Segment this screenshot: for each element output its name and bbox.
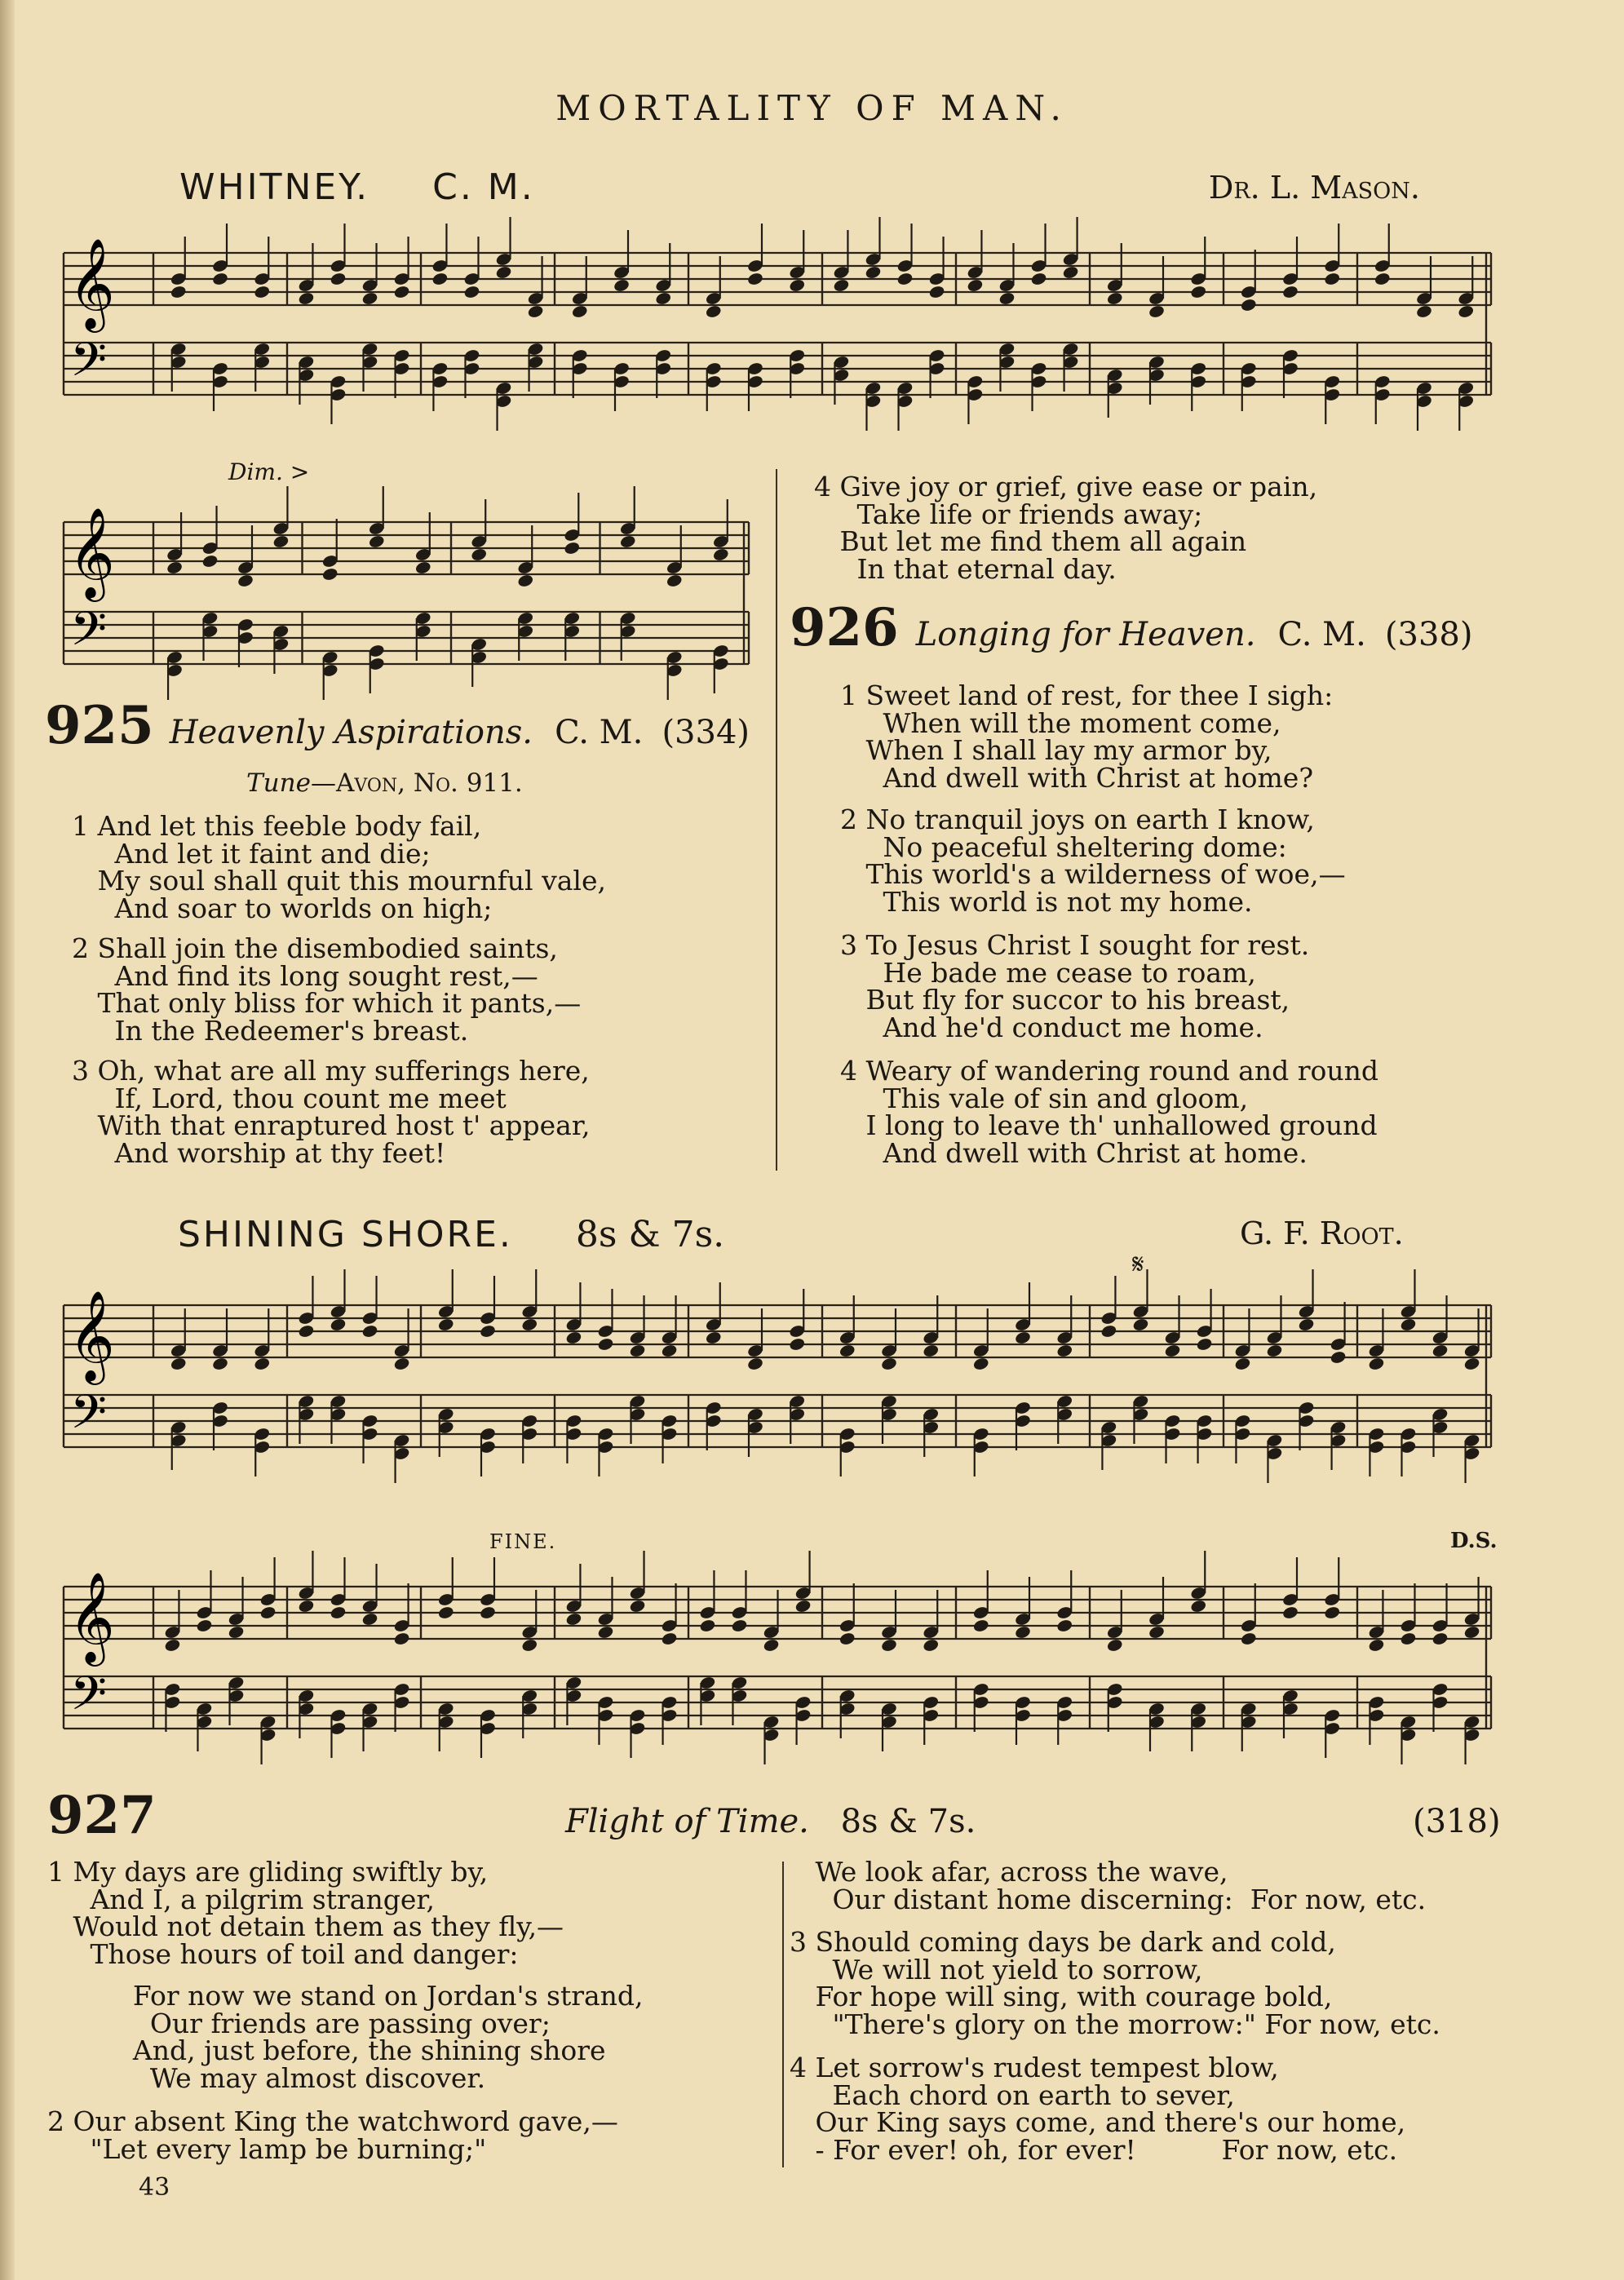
note-head [211,1357,228,1371]
stanza-925-3: 3 Oh, what are all my sufferings here, If, Lord, thou count me meet With that enraptured host t' appear, And worship at thy feet! [72,1055,591,1169]
note-head [629,1599,646,1614]
note-head [1234,1357,1251,1371]
music-system-whitney-2 [55,489,757,693]
note-head [393,1631,410,1646]
tune-title-whitney [179,166,535,208]
tune-title-shining-shore [178,1214,724,1255]
note-head [211,272,228,286]
note-head [298,1324,315,1339]
note-head [272,534,290,549]
note-head [527,304,544,319]
note-head [1100,1324,1117,1339]
note-head [479,1324,496,1339]
hymn-title: Longing for Heaven. [915,616,1256,653]
note-head [1330,1350,1347,1365]
column-divider-927 [782,1862,784,2167]
note-head [763,1638,780,1653]
note-head [164,1638,181,1653]
note-head [928,285,945,299]
stanza-927-2-cont: We look afar, across the wave, Our distant home discerning: For now, etc. [815,1856,1427,1915]
note-head [1196,1337,1213,1352]
bass-clef-icon: 𝄢 [70,332,108,399]
note-head [998,291,1016,306]
tune-meter: 8s & 7s. [575,1214,725,1255]
dim-marking: Dim. > [228,458,310,485]
composer-name: Mason. [1310,170,1420,206]
note-head [237,573,254,588]
note-head [794,1599,812,1614]
composer-whitney [1209,170,1420,206]
treble-clef-icon: 𝄞 [69,237,115,329]
staff-lines [64,343,1491,395]
note-head [1400,1631,1417,1646]
note-head [880,1357,897,1371]
note-head [839,1631,856,1646]
music-system-whitney-1 [55,220,1499,449]
note-head [661,1631,678,1646]
note-head [699,1618,716,1633]
note-head [437,1317,454,1332]
staff-lines [64,522,749,574]
note-head [1132,1317,1149,1332]
note-head [479,1605,496,1620]
note-head [521,1317,538,1332]
note-head [201,554,219,569]
hymn-925-heading [45,695,750,756]
stanza-926-3: 3 To Jesus Christ I sought for rest. He bade me cease to roam, But fly for succor to his breast, And he'd conduct me home. [840,929,1310,1043]
page-number: 43 [139,2173,170,2202]
hymn-number: 926 [790,597,899,658]
note-head [597,1337,614,1352]
note-head [166,560,183,575]
note-head [565,1612,582,1627]
stanza-927-4: 4 Let sorrow's rudest tempest blow, Each chord on earth to sever, Our King says come, and there's our home, - For ever! oh, for ever! For now, etc. [790,2052,1406,2166]
hymn-ref: (338) [1384,616,1473,653]
note-head [495,265,512,280]
tune-name: —Avon, No. 911. [310,768,523,798]
note-head [565,1330,582,1345]
note-head [865,265,882,280]
note-head [228,1625,245,1640]
composer-shining-shore: G. F. Root. [1240,1215,1404,1251]
note-head [170,285,187,299]
note-head [1056,1344,1073,1358]
note-head [1148,1625,1165,1640]
note-head [1458,304,1475,319]
segno-sign: 𝄋 [1132,1248,1144,1281]
note-head [1190,1599,1207,1614]
note-head [661,1344,678,1358]
note-head [471,547,488,562]
note-head [463,285,480,299]
note-head [1062,265,1079,280]
treble-clef-icon: 𝄞 [69,1571,115,1662]
note-head [1056,1618,1073,1633]
bass-clef-icon: 𝄢 [70,601,108,668]
note-head [613,278,630,293]
note-head [368,534,385,549]
note-head [564,541,581,556]
note-head [298,291,315,306]
note-head [746,272,763,286]
stanza-927-3: 3 Should coming days be dark and cold, We will not yield to sorrow, For hope will sing, with courage bold, "There's glory on the morrow:" For now, etc. [790,1926,1440,2040]
hymn-title: Heavenly Aspirations. [169,714,533,751]
note-head [1324,1605,1341,1620]
note-head [1463,1625,1480,1640]
hymn-meter: C. M. [1277,616,1366,653]
hymn-927-ref: (318) [1413,1803,1501,1840]
page-edge [0,0,15,2280]
note-head [972,1618,989,1633]
tune-name: WHITNEY. [179,166,370,208]
note-head [1240,298,1257,312]
stanza-927-2: 2 Our absent King the watchword gave,— "Let every lamp be burning;" [47,2105,618,2165]
fine-marking: FINE. [489,1530,557,1553]
note-head [1014,1625,1031,1640]
stanza-925-4: 4 Give joy or grief, give ease or pain, Take life or friends away; But let me find them all again In that eternal day. [814,471,1318,585]
treble-clef-icon: 𝄞 [69,1290,115,1381]
note-head [393,285,410,299]
tune-meter: C. M. [432,166,535,208]
hymn-927-number: 927 [47,1785,157,1846]
note-head [1014,1330,1031,1345]
bass-clef-icon: 𝄢 [70,1666,108,1733]
note-head [666,573,683,588]
note-head [880,1638,897,1653]
note-head [1415,304,1432,319]
note-head [1240,1631,1257,1646]
stanza-925-1: 1 And let this feeble body fail, And let it faint and die; My soul shall quit this mournful vale, And soar to worlds on high; [72,810,606,924]
stanza-926-2: 2 No tranquil joys on earth I know, No peaceful sheltering dome: This world's a wilderness of woe,— This world is not my home. [840,804,1346,918]
note-head [1400,1317,1417,1332]
note-head [521,1638,538,1653]
tune-label: Tune [246,768,311,798]
tune-name: SHINING SHORE. [178,1214,513,1255]
note-head [967,278,984,293]
note-head [431,272,449,286]
note-head [330,1317,347,1332]
note-head [746,1357,763,1371]
note-head [705,304,722,319]
staff-lines [64,253,1491,305]
note-head [1432,1344,1449,1358]
chorus-927: For now we stand on Jordan's strand, Our friends are passing over; And, just before, the shining shore We may almost discover. [132,1980,644,2094]
stanza-925-2: 2 Shall join the disembodied saints, And find its long sought rest,— That only bliss for which it pants,— In the Redeemer's breast. [72,932,582,1047]
running-head: MORTALITY OF MAN. [555,88,1069,128]
column-divider [776,469,777,1171]
music-system-shining-shore-1 [55,1273,1499,1501]
note-head [330,1605,347,1620]
note-head [705,1330,722,1345]
note-head [437,1605,454,1620]
note-head [923,1638,940,1653]
hymn-926-heading [790,597,1473,658]
composer-prefix: Dr. L. [1208,170,1301,206]
note-head [1298,1317,1315,1332]
music-system-shining-shore-2 [55,1554,1499,1782]
note-head [1190,285,1207,299]
note-head [330,272,347,286]
note-head [1106,291,1123,306]
note-head [1463,1357,1480,1371]
note-head [1368,1638,1385,1653]
hymn-meter: C. M. [555,714,644,751]
stanza-926-1: 1 Sweet land of rest, for thee I sigh: When will the moment come, When I shall lay my armor by, And dwell with Christ at home? [840,680,1334,794]
note-head [789,278,806,293]
note-head [833,278,850,293]
note-head [1281,285,1299,299]
stanza-927-1: 1 My days are gliding swiftly by, And I, a pilgrim stranger, Would not detain them as they fly,— Those hours of toil and danger: [47,1856,564,1970]
note-head [254,285,271,299]
staff-lines [64,612,749,664]
note-head [1164,1344,1181,1358]
note-head [1266,1344,1283,1358]
note-head [597,1625,614,1640]
note-head [972,1357,989,1371]
bass-clef-icon: 𝄢 [70,1384,108,1451]
hymn-number: 925 [45,695,154,756]
hymn-925-tune [246,768,523,798]
note-head [259,1605,277,1620]
ds-marking: D.S. [1450,1529,1498,1553]
note-head [655,291,672,306]
note-head [1148,304,1165,319]
hymn-927-title: Flight of Time. 8s & 7s. [565,1803,976,1840]
note-head [393,1357,410,1371]
note-head [361,291,378,306]
note-head [1324,272,1341,286]
note-head [1368,1357,1385,1371]
note-head [1030,272,1047,286]
note-head [789,1337,806,1352]
note-head [361,1612,378,1627]
note-head [619,534,636,549]
note-head [170,1357,187,1371]
note-head [1374,272,1391,286]
stanza-926-4: 4 Weary of wandering round and round This vale of sin and gloom, I long to leave th' unhallowed ground And dwell with Christ at home. [840,1055,1378,1169]
note-head [731,1618,748,1633]
note-head [896,272,914,286]
note-head [517,573,534,588]
note-head [1281,1605,1299,1620]
note-head [1106,1638,1123,1653]
note-head [1432,1631,1449,1646]
note-head [839,1344,856,1358]
note-head [196,1618,213,1633]
note-head [321,567,339,582]
treble-clef-icon: 𝄞 [69,507,115,598]
hymn-ref: (334) [662,714,750,751]
note-head [712,547,729,562]
note-head [629,1344,646,1358]
note-head [254,1357,271,1371]
note-head [361,1324,378,1339]
note-head [571,304,588,319]
note-head [923,1344,940,1358]
note-head [414,560,431,575]
note-head [298,1599,315,1614]
